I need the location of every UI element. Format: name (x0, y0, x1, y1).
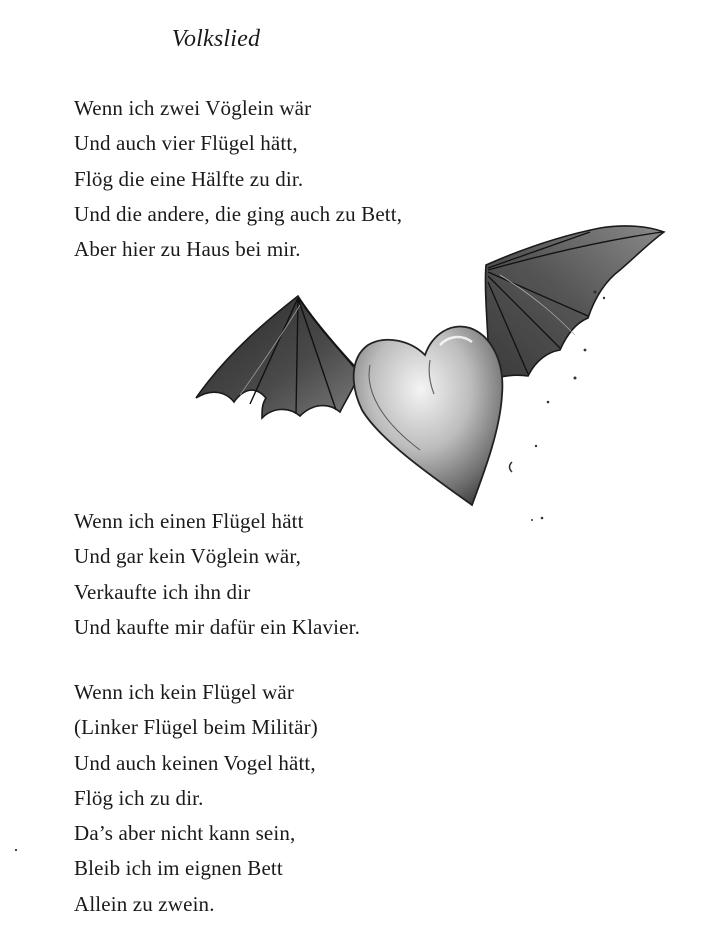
poem-line: Und die andere, die ging auch zu Bett, (74, 201, 403, 226)
heart-icon (354, 327, 503, 505)
stanza-2 (74, 504, 360, 645)
poem-line: Und gar kein Vöglein wär, (74, 544, 302, 569)
poem-line: Verkaufte ich ihn dir (74, 579, 251, 604)
poem-line: Und auch vier Flügel hätt, (74, 131, 298, 156)
left-wing-icon (196, 296, 360, 418)
poem-line: Allein zu zwein. (74, 891, 215, 916)
poem-line: Und auch keinen Vogel hätt, (74, 750, 316, 775)
poem-line: (Linker Flügel beim Militär) (74, 715, 318, 740)
right-wing-icon (485, 226, 664, 380)
poem-line: Wenn ich zwei Vöglein wär (74, 96, 312, 120)
stanza-3 (74, 675, 318, 922)
poem-line: Und kaufte mir dafür ein Klavier. (74, 614, 361, 639)
poem-line: Bleib ich im eignen Bett (74, 856, 283, 881)
poem-line: Aber hier zu Haus bei mir. (74, 237, 301, 262)
poem-line: Wenn ich kein Flügel wär (74, 680, 295, 704)
poem-line: Wenn ich einen Flügel hätt (74, 509, 304, 533)
poem-line: Flög ich zu dir. (74, 785, 204, 810)
poem-title: Volkslied (171, 26, 261, 52)
poem-line: Da’s aber nicht kann sein, (74, 821, 296, 846)
poem-line: Flög die eine Hälfte zu dir. (74, 166, 304, 191)
